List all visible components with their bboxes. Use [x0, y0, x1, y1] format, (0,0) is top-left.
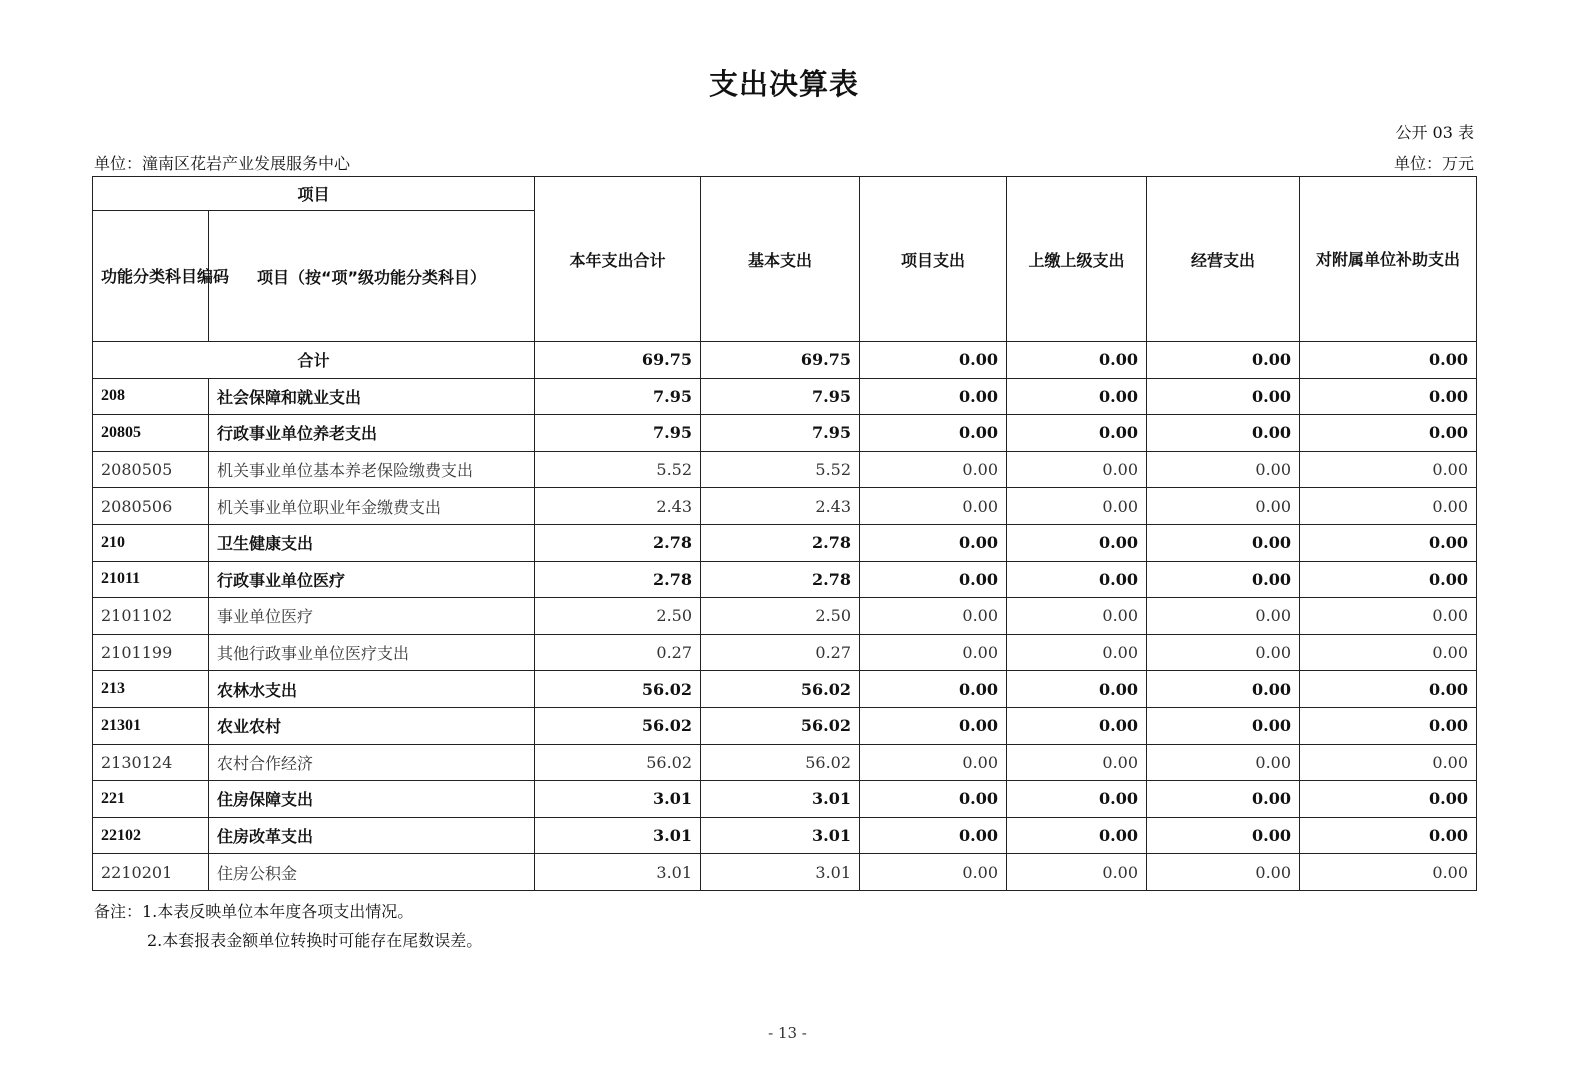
row-value: 0.00 — [860, 415, 1007, 452]
row-value: 0.00 — [1007, 707, 1147, 744]
row-value: 0.00 — [860, 744, 1007, 781]
row-value: 0.00 — [860, 707, 1007, 744]
row-value: 0.00 — [1300, 854, 1477, 891]
row-name: 农林水支出 — [209, 671, 535, 708]
row-value: 0.00 — [1147, 415, 1300, 452]
table-row — [93, 707, 1477, 744]
table-row — [93, 488, 1477, 525]
row-value: 3.01 — [701, 854, 860, 891]
header-project-group: 项目 — [93, 177, 535, 211]
row-value: 0.00 — [1147, 488, 1300, 525]
row-code: 2130124 — [93, 744, 209, 781]
row-value: 56.02 — [701, 671, 860, 708]
notes — [94, 897, 482, 955]
table-row — [93, 561, 1477, 598]
row-value: 0.00 — [1300, 488, 1477, 525]
row-value: 0.00 — [1007, 854, 1147, 891]
header-name: 项目（按“项”级功能分类科目） — [209, 211, 535, 342]
row-value: 0.00 — [1300, 744, 1477, 781]
row-code: 2101199 — [93, 634, 209, 671]
page-title: 支出决算表 — [708, 67, 859, 101]
row-code: 2101102 — [93, 598, 209, 635]
page-number: - 13 - — [768, 1024, 807, 1042]
header-code: 功能分类科目编码 — [93, 211, 209, 342]
row-value: 0.00 — [860, 378, 1007, 415]
row-value: 0.00 — [1300, 598, 1477, 635]
row-value: 2.50 — [535, 598, 701, 635]
row-value: 0.00 — [1007, 744, 1147, 781]
header-upper: 上缴上级支出 — [1007, 177, 1147, 342]
note-1: 备注：1.本表反映单位本年度各项支出情况。 — [94, 902, 414, 921]
row-value: 0.00 — [860, 598, 1007, 635]
row-value: 0.27 — [701, 634, 860, 671]
table-row — [93, 817, 1477, 854]
header-business: 经营支出 — [1147, 177, 1300, 342]
row-value: 0.00 — [1300, 707, 1477, 744]
total-row — [93, 342, 1477, 379]
row-name: 社会保障和就业支出 — [209, 378, 535, 415]
row-code: 2210201 — [93, 854, 209, 891]
row-value: 0.00 — [1300, 451, 1477, 488]
table-row — [93, 415, 1477, 452]
row-value: 7.95 — [535, 415, 701, 452]
row-code: 221 — [93, 781, 209, 818]
row-name: 住房保障支出 — [209, 781, 535, 818]
row-value: 0.00 — [860, 524, 1007, 561]
row-value: 2.78 — [701, 524, 860, 561]
total-cell: 0.00 — [1007, 342, 1147, 379]
total-label: 合计 — [93, 342, 535, 379]
row-value: 5.52 — [535, 451, 701, 488]
row-value: 0.00 — [1147, 524, 1300, 561]
row-value: 56.02 — [535, 744, 701, 781]
row-value: 56.02 — [701, 744, 860, 781]
row-value: 0.00 — [1147, 561, 1300, 598]
row-value: 56.02 — [535, 707, 701, 744]
row-value: 0.00 — [860, 671, 1007, 708]
row-name: 机关事业单位职业年金缴费支出 — [209, 488, 535, 525]
row-code: 21301 — [93, 707, 209, 744]
row-value: 0.27 — [535, 634, 701, 671]
row-code: 22102 — [93, 817, 209, 854]
table-row — [93, 451, 1477, 488]
header-basic: 基本支出 — [701, 177, 860, 342]
row-value: 0.00 — [1007, 671, 1147, 708]
total-cell: 0.00 — [860, 342, 1007, 379]
row-code: 208 — [93, 378, 209, 415]
table-row — [93, 598, 1477, 635]
row-value: 0.00 — [860, 488, 1007, 525]
row-value: 0.00 — [1007, 378, 1147, 415]
row-value: 0.00 — [1007, 598, 1147, 635]
row-value: 3.01 — [701, 817, 860, 854]
row-value: 0.00 — [1147, 598, 1300, 635]
row-value: 0.00 — [860, 781, 1007, 818]
row-value: 2.50 — [701, 598, 860, 635]
row-name: 农业农村 — [209, 707, 535, 744]
row-value: 3.01 — [535, 854, 701, 891]
row-value: 0.00 — [1300, 817, 1477, 854]
row-name: 行政事业单位养老支出 — [209, 415, 535, 452]
row-name: 农村合作经济 — [209, 744, 535, 781]
table-row — [93, 378, 1477, 415]
row-value: 0.00 — [1147, 451, 1300, 488]
row-value: 0.00 — [1300, 378, 1477, 415]
row-value: 56.02 — [535, 671, 701, 708]
row-value: 0.00 — [1007, 524, 1147, 561]
row-value: 0.00 — [1300, 671, 1477, 708]
table-row — [93, 524, 1477, 561]
expenditure-table — [92, 176, 1477, 891]
row-value: 56.02 — [701, 707, 860, 744]
row-value: 0.00 — [860, 561, 1007, 598]
row-name: 住房改革支出 — [209, 817, 535, 854]
row-value: 0.00 — [1300, 415, 1477, 452]
row-value: 0.00 — [1147, 671, 1300, 708]
row-value: 3.01 — [535, 781, 701, 818]
header-total: 本年支出合计 — [535, 177, 701, 342]
row-value: 0.00 — [1147, 378, 1300, 415]
row-value: 5.52 — [701, 451, 860, 488]
row-value: 7.95 — [535, 378, 701, 415]
row-name: 行政事业单位医疗 — [209, 561, 535, 598]
row-value: 0.00 — [1007, 451, 1147, 488]
row-code: 2080506 — [93, 488, 209, 525]
row-value: 0.00 — [860, 854, 1007, 891]
row-value: 0.00 — [1147, 781, 1300, 818]
row-value: 0.00 — [860, 451, 1007, 488]
row-value: 0.00 — [1007, 634, 1147, 671]
row-value: 3.01 — [701, 781, 860, 818]
row-value: 0.00 — [1007, 488, 1147, 525]
header-project: 项目支出 — [860, 177, 1007, 342]
row-code: 21011 — [93, 561, 209, 598]
row-value: 0.00 — [1007, 415, 1147, 452]
row-code: 20805 — [93, 415, 209, 452]
row-value: 7.95 — [701, 378, 860, 415]
row-code: 2080505 — [93, 451, 209, 488]
row-name: 其他行政事业单位医疗支出 — [209, 634, 535, 671]
row-value: 0.00 — [860, 634, 1007, 671]
row-value: 2.78 — [535, 561, 701, 598]
row-code: 213 — [93, 671, 209, 708]
row-value: 3.01 — [535, 817, 701, 854]
row-value: 2.43 — [535, 488, 701, 525]
row-value: 2.43 — [701, 488, 860, 525]
total-cell: 0.00 — [1300, 342, 1477, 379]
row-value: 2.78 — [535, 524, 701, 561]
unit-organization: 单位：潼南区花岩产业发展服务中心 — [94, 154, 351, 173]
table-row — [93, 671, 1477, 708]
row-name: 机关事业单位基本养老保险缴费支出 — [209, 451, 535, 488]
form-number: 公开 03 表 — [1395, 123, 1474, 142]
row-value: 0.00 — [1147, 707, 1300, 744]
row-value: 0.00 — [1300, 524, 1477, 561]
row-value: 0.00 — [1300, 561, 1477, 598]
unit-currency: 单位：万元 — [1393, 154, 1474, 173]
row-value: 7.95 — [701, 415, 860, 452]
row-value: 0.00 — [1147, 854, 1300, 891]
table-row — [93, 854, 1477, 891]
table-row — [93, 744, 1477, 781]
row-value: 0.00 — [1300, 634, 1477, 671]
row-value: 2.78 — [701, 561, 860, 598]
row-code: 210 — [93, 524, 209, 561]
total-cell: 69.75 — [701, 342, 860, 379]
row-value: 0.00 — [1147, 744, 1300, 781]
row-value: 0.00 — [1147, 634, 1300, 671]
total-cell: 69.75 — [535, 342, 701, 379]
row-name: 事业单位医疗 — [209, 598, 535, 635]
row-name: 住房公积金 — [209, 854, 535, 891]
row-value: 0.00 — [860, 817, 1007, 854]
row-name: 卫生健康支出 — [209, 524, 535, 561]
table-row — [93, 634, 1477, 671]
total-cell: 0.00 — [1147, 342, 1300, 379]
row-value: 0.00 — [1007, 817, 1147, 854]
header-subsidy: 对附属单位补助支出 — [1300, 177, 1477, 342]
row-value: 0.00 — [1007, 781, 1147, 818]
row-value: 0.00 — [1300, 781, 1477, 818]
row-value: 0.00 — [1147, 817, 1300, 854]
row-value: 0.00 — [1007, 561, 1147, 598]
note-2: 2.本套报表金额单位转换时可能存在尾数误差。 — [147, 931, 483, 950]
table-row — [93, 781, 1477, 818]
